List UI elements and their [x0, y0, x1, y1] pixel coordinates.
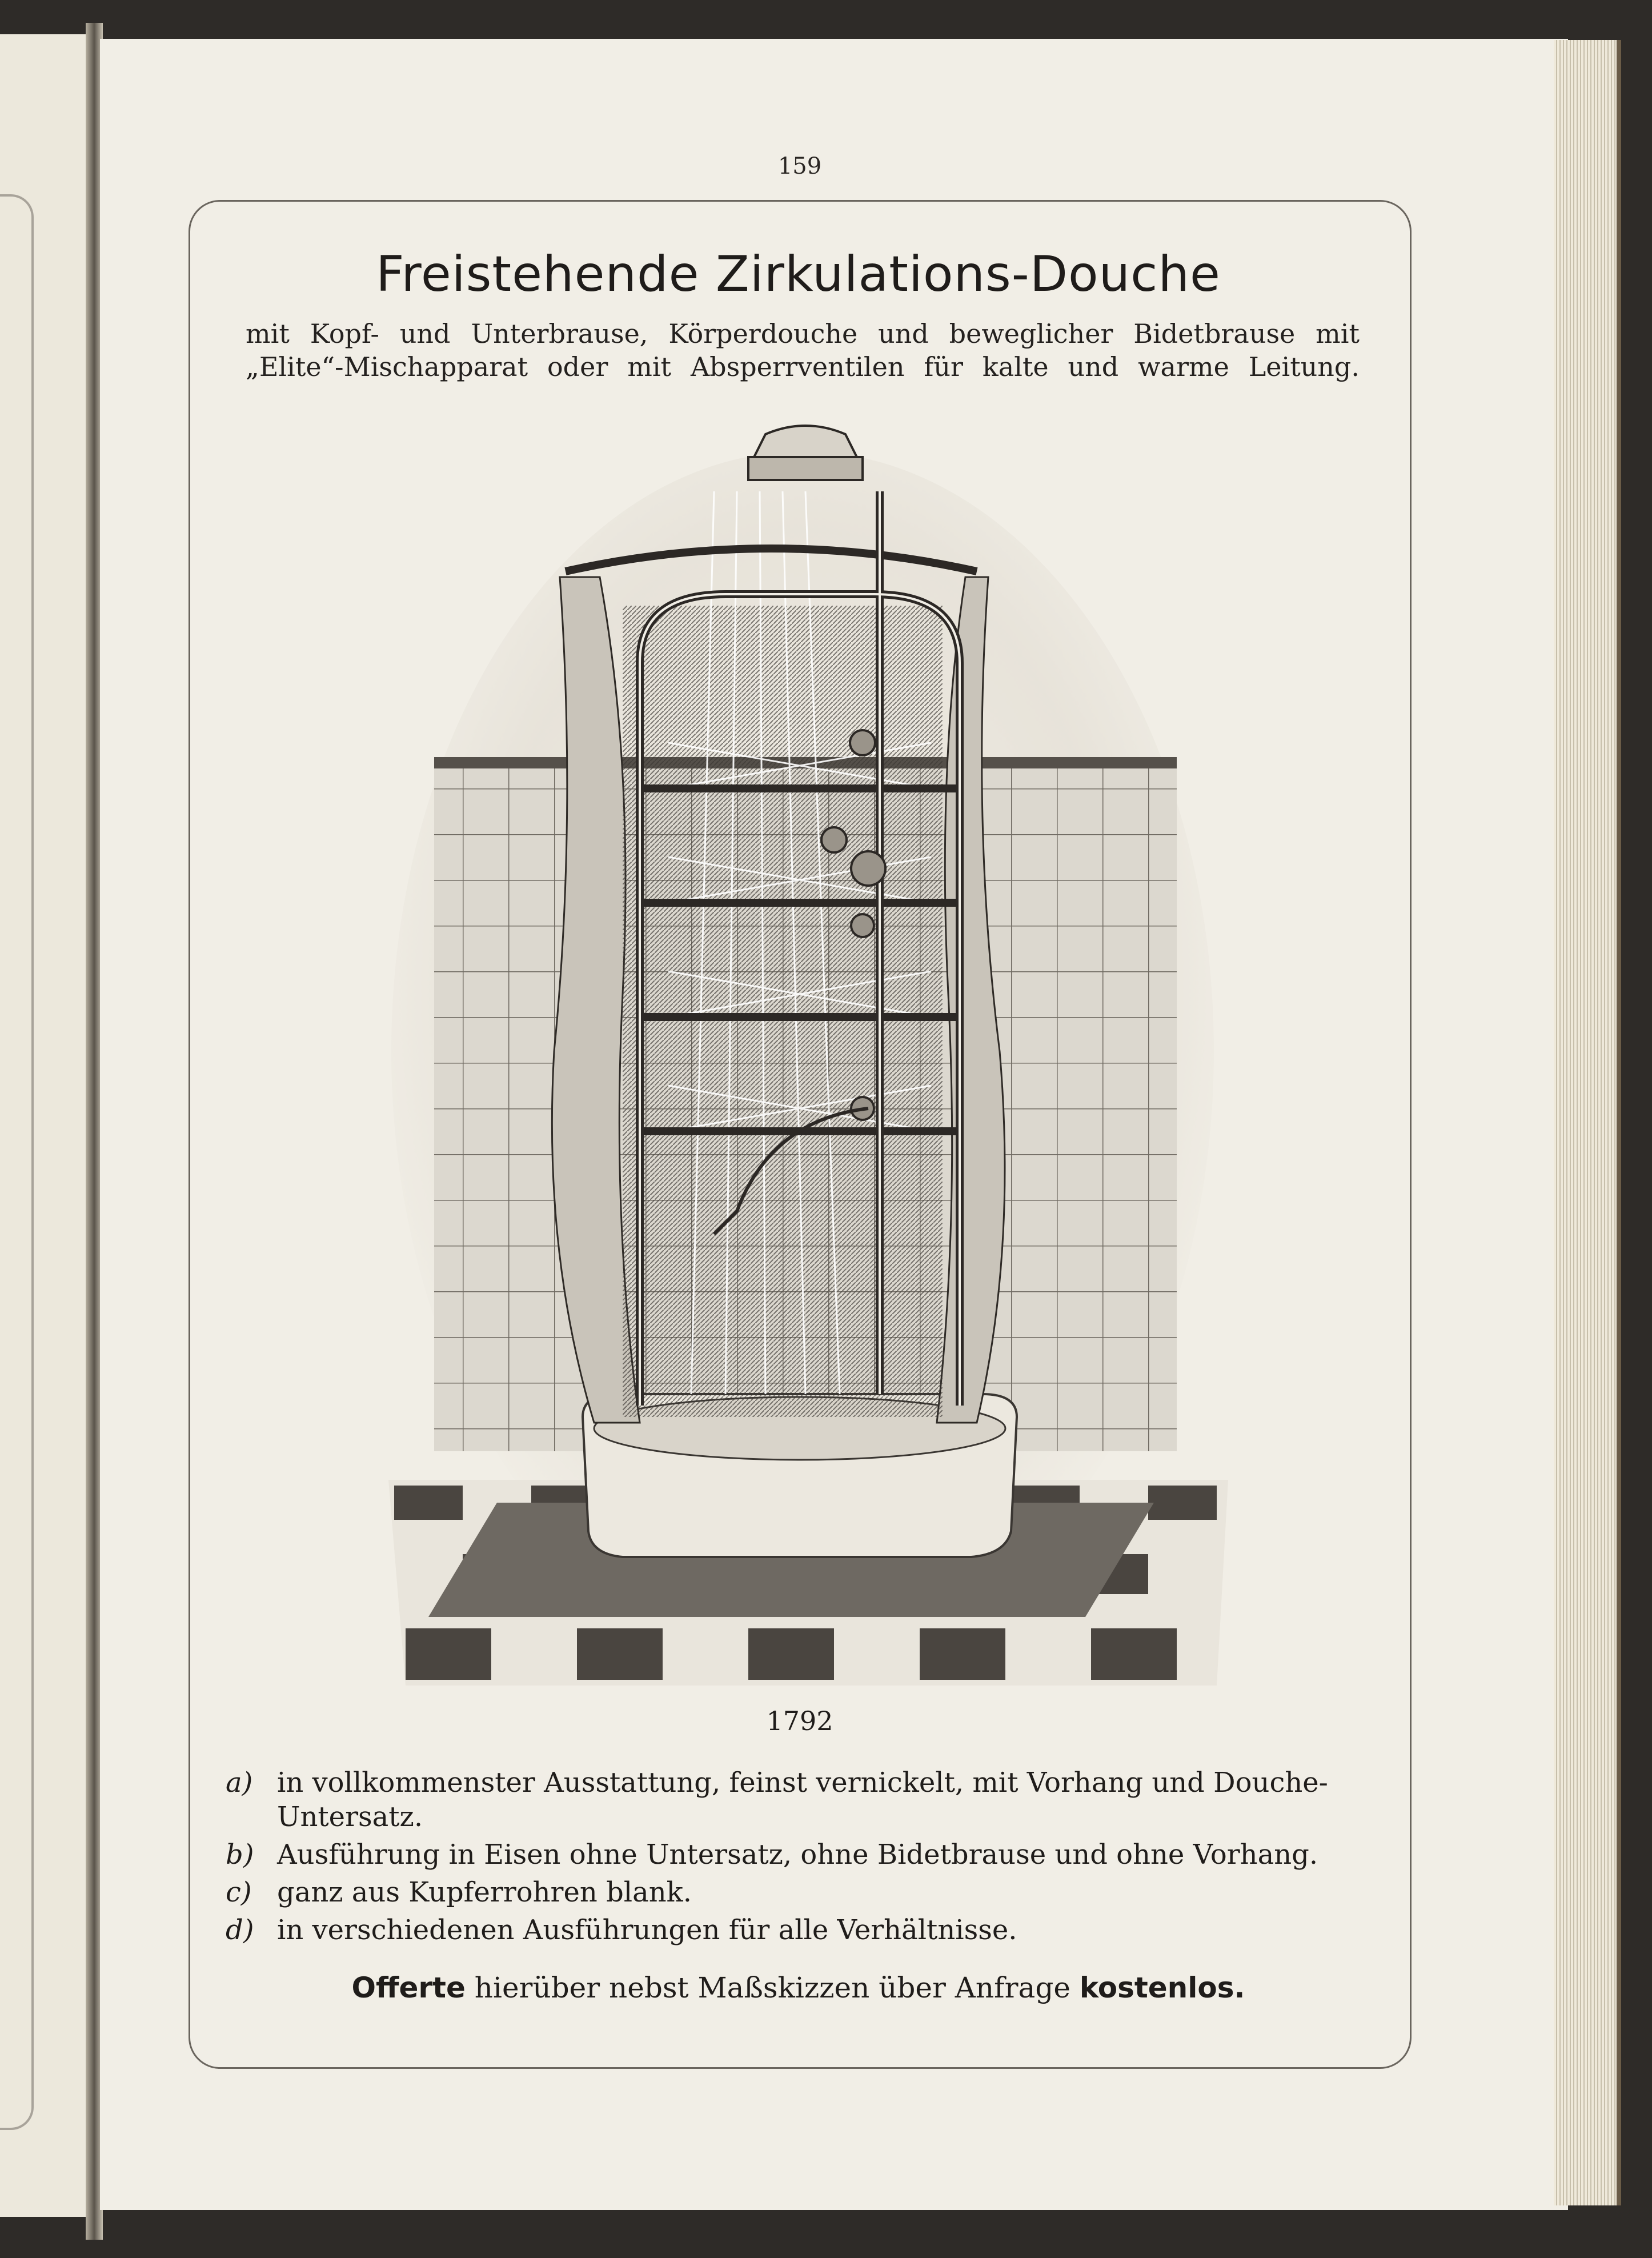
list-marker: d): [226, 1914, 254, 1946]
list-item-text: in verschiedenen Ausführungen für alle Verhältnisse.: [277, 1914, 1017, 1946]
list-item-text: in vollkommenster Ausstattung, feinst vernickelt, mit Vorhang und Douche-Untersatz.: [277, 1767, 1328, 1833]
page-subtitle: mit Kopf- und Unterbrause, Körperdouche und beweglicher Bidetbrause mit „Elite“-Mischapparat oder mit Absperrventilen für kalte und warme Leitung.: [246, 318, 1360, 382]
page-number: 159: [777, 153, 822, 179]
list-marker: b): [226, 1839, 254, 1871]
page-title: Freistehende Zirkulations-Douche: [376, 246, 1221, 303]
shower-illustration-icon: [371, 423, 1234, 1697]
left-page-edge: [0, 34, 96, 2217]
figure-number: 1792: [766, 1705, 833, 1736]
list-item-text: ganz aus Kupferrohren blank.: [277, 1876, 692, 1908]
left-page-frame: [0, 194, 34, 2130]
list-item: [226, 1837, 1368, 1872]
list-item: [226, 1913, 1368, 1947]
variant-list: [226, 1765, 1368, 1951]
list-marker: c): [226, 1876, 252, 1908]
list-item: [226, 1765, 1368, 1834]
list-item-text: Ausführung in Eisen ohne Untersatz, ohne Bidetbrause und ohne Vorhang.: [277, 1839, 1318, 1871]
offer-bold-end: kostenlos.: [1079, 1971, 1245, 2004]
list-marker: a): [226, 1767, 253, 1799]
page-edges: [1554, 40, 1621, 2205]
list-item: [226, 1875, 1368, 1909]
offer-bold-start: Offerte: [351, 1971, 466, 2004]
offer-middle: hierüber nebst Maßskizzen über Anfrage: [474, 1971, 1070, 2004]
offer-line: [189, 1971, 1408, 2004]
